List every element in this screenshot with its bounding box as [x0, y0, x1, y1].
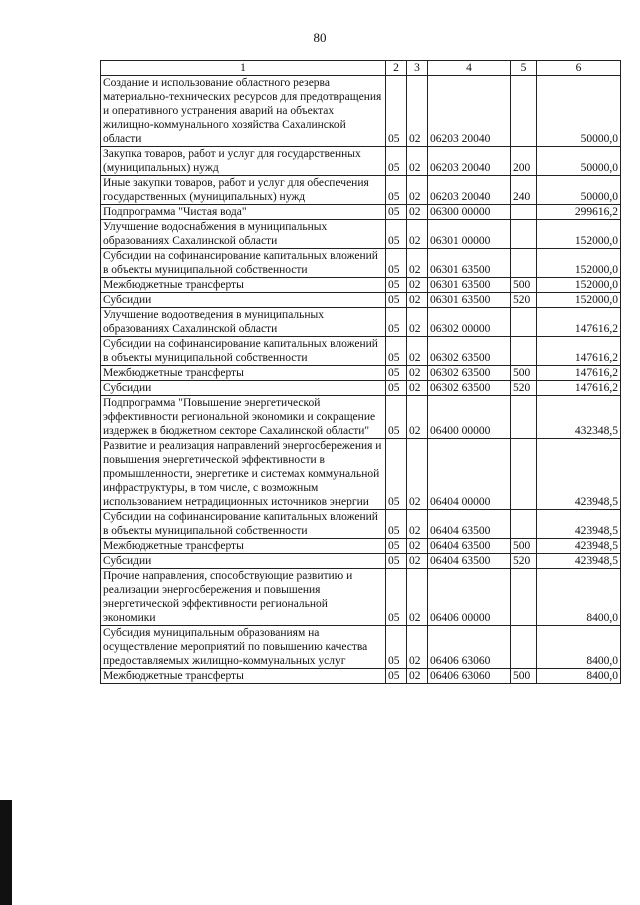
- row-subsection: 02: [407, 176, 428, 205]
- row-expense-type: [511, 76, 537, 147]
- row-section: 05: [386, 147, 407, 176]
- row-subsection: 02: [407, 396, 428, 439]
- row-amount: 8400,0: [537, 669, 621, 684]
- row-name: Субсидии на софинансирование капитальных вложений в объекты муниципальной собственности: [101, 510, 386, 539]
- row-expense-type: [511, 439, 537, 510]
- row-section: 05: [386, 366, 407, 381]
- row-name: Создание и использование областного резерва материально-технических ресурсов для предотвращения и оперативного устранения аварий на объектах жилищно-коммунального хозяйства Сахалинской области: [101, 76, 386, 147]
- row-subsection: 02: [407, 539, 428, 554]
- row-expense-type: [511, 510, 537, 539]
- row-subsection: 02: [407, 337, 428, 366]
- table-row: [101, 539, 621, 554]
- row-subsection: 02: [407, 554, 428, 569]
- row-name: Субсидии: [101, 554, 386, 569]
- row-section: 05: [386, 439, 407, 510]
- row-target-article: 06301 00000: [428, 220, 511, 249]
- table-row: [101, 381, 621, 396]
- table-row: [101, 569, 621, 626]
- row-amount: 423948,5: [537, 510, 621, 539]
- row-target-article: 06301 63500: [428, 293, 511, 308]
- page-number: 80: [313, 30, 327, 45]
- row-expense-type: [511, 337, 537, 366]
- row-amount: 152000,0: [537, 220, 621, 249]
- table-row: [101, 205, 621, 220]
- row-amount: 152000,0: [537, 278, 621, 293]
- row-target-article: 06302 63500: [428, 381, 511, 396]
- row-target-article: 06301 63500: [428, 278, 511, 293]
- row-subsection: 02: [407, 569, 428, 626]
- row-target-article: 06302 63500: [428, 366, 511, 381]
- row-section: 05: [386, 278, 407, 293]
- table-row: [101, 439, 621, 510]
- header-cell: 2: [386, 61, 407, 76]
- row-target-article: 06404 63500: [428, 554, 511, 569]
- row-amount: 152000,0: [537, 249, 621, 278]
- table-row: [101, 293, 621, 308]
- row-name: Улучшение водоотведения в муниципальных образованиях Сахалинской области: [101, 308, 386, 337]
- row-subsection: 02: [407, 626, 428, 669]
- row-subsection: 02: [407, 147, 428, 176]
- table-row: [101, 278, 621, 293]
- row-amount: 147616,2: [537, 366, 621, 381]
- row-section: 05: [386, 554, 407, 569]
- row-target-article: 06404 63500: [428, 539, 511, 554]
- row-amount: 50000,0: [537, 176, 621, 205]
- row-section: 05: [386, 249, 407, 278]
- budget-table: [100, 60, 621, 684]
- table-row: [101, 249, 621, 278]
- row-expense-type: 500: [511, 669, 537, 684]
- row-target-article: 06203 20040: [428, 76, 511, 147]
- row-target-article: 06406 63060: [428, 626, 511, 669]
- row-target-article: 06203 20040: [428, 176, 511, 205]
- table-row: [101, 337, 621, 366]
- row-name: Межбюджетные трансферты: [101, 278, 386, 293]
- row-name: Иные закупки товаров, работ и услуг для обеспечения государственных (муниципальных) нужд: [101, 176, 386, 205]
- row-section: 05: [386, 396, 407, 439]
- row-target-article: 06302 63500: [428, 337, 511, 366]
- row-section: 05: [386, 510, 407, 539]
- row-expense-type: 240: [511, 176, 537, 205]
- row-section: 05: [386, 308, 407, 337]
- row-section: 05: [386, 337, 407, 366]
- row-amount: 423948,5: [537, 539, 621, 554]
- row-expense-type: 520: [511, 381, 537, 396]
- row-section: 05: [386, 205, 407, 220]
- row-target-article: 06404 00000: [428, 439, 511, 510]
- header-cell: 6: [537, 61, 621, 76]
- row-amount: 432348,5: [537, 396, 621, 439]
- row-subsection: 02: [407, 669, 428, 684]
- row-name: Закупка товаров, работ и услуг для государственных (муниципальных) нужд: [101, 147, 386, 176]
- row-subsection: 02: [407, 439, 428, 510]
- row-target-article: 06400 00000: [428, 396, 511, 439]
- row-expense-type: [511, 569, 537, 626]
- table-row: [101, 396, 621, 439]
- header-cell: 3: [407, 61, 428, 76]
- table-row: [101, 669, 621, 684]
- budget-table-container: [100, 60, 620, 684]
- row-target-article: 06406 00000: [428, 569, 511, 626]
- row-name: Подпрограмма "Повышение энергетической эффективности региональной экономики и сокращение издержек в бюджетном секторе Сахалинской области": [101, 396, 386, 439]
- row-subsection: 02: [407, 278, 428, 293]
- row-target-article: 06302 00000: [428, 308, 511, 337]
- row-name: Субсидии на софинансирование капитальных вложений в объекты муниципальной собственности: [101, 337, 386, 366]
- row-name: Субсидии: [101, 381, 386, 396]
- row-amount: 147616,2: [537, 308, 621, 337]
- table-row: [101, 554, 621, 569]
- row-amount: 8400,0: [537, 626, 621, 669]
- row-subsection: 02: [407, 76, 428, 147]
- row-subsection: 02: [407, 220, 428, 249]
- row-expense-type: 520: [511, 293, 537, 308]
- row-expense-type: 500: [511, 278, 537, 293]
- row-amount: 299616,2: [537, 205, 621, 220]
- row-name: Межбюджетные трансферты: [101, 539, 386, 554]
- row-expense-type: [511, 205, 537, 220]
- header-cell: 4: [428, 61, 511, 76]
- row-section: 05: [386, 381, 407, 396]
- row-subsection: 02: [407, 308, 428, 337]
- row-subsection: 02: [407, 366, 428, 381]
- row-expense-type: 500: [511, 366, 537, 381]
- scan-edge-bar: [0, 800, 12, 905]
- row-target-article: 06404 63500: [428, 510, 511, 539]
- row-amount: 423948,5: [537, 439, 621, 510]
- row-expense-type: [511, 249, 537, 278]
- row-name: Прочие направления, способствующие развитию и реализации энергосбережения и повышения энергетической эффективности региональной экономики: [101, 569, 386, 626]
- row-subsection: 02: [407, 381, 428, 396]
- row-section: 05: [386, 76, 407, 147]
- row-expense-type: 200: [511, 147, 537, 176]
- row-subsection: 02: [407, 249, 428, 278]
- row-target-article: 06203 20040: [428, 147, 511, 176]
- row-section: 05: [386, 669, 407, 684]
- row-amount: 147616,2: [537, 337, 621, 366]
- row-expense-type: 520: [511, 554, 537, 569]
- row-target-article: 06300 00000: [428, 205, 511, 220]
- row-subsection: 02: [407, 293, 428, 308]
- table-row: [101, 220, 621, 249]
- row-section: 05: [386, 293, 407, 308]
- row-expense-type: 500: [511, 539, 537, 554]
- row-name: Межбюджетные трансферты: [101, 366, 386, 381]
- row-name: Субсидия муниципальным образованиям на осуществление мероприятий по повышению качества предоставляемых жилищно-коммунальных услуг: [101, 626, 386, 669]
- row-amount: 50000,0: [537, 76, 621, 147]
- row-name: Развитие и реализация направлений энергосбережения и повышения энергетической эффективности в промышленности, энергетике и системах коммунальной инфраструктуры, в том числе, с возможным использованием нетрадиционных источников энергии: [101, 439, 386, 510]
- table-row: [101, 76, 621, 147]
- row-expense-type: [511, 396, 537, 439]
- row-section: 05: [386, 626, 407, 669]
- table-row: [101, 510, 621, 539]
- row-subsection: 02: [407, 510, 428, 539]
- row-name: Субсидии на софинансирование капитальных вложений в объекты муниципальной собственности: [101, 249, 386, 278]
- row-amount: 50000,0: [537, 147, 621, 176]
- row-subsection: 02: [407, 205, 428, 220]
- table-row: [101, 176, 621, 205]
- table-row: [101, 147, 621, 176]
- table-row: [101, 366, 621, 381]
- row-expense-type: [511, 220, 537, 249]
- table-row: [101, 626, 621, 669]
- row-amount: 423948,5: [537, 554, 621, 569]
- row-name: Субсидии: [101, 293, 386, 308]
- header-row: [101, 61, 621, 76]
- row-expense-type: [511, 308, 537, 337]
- row-name: Подпрограмма "Чистая вода": [101, 205, 386, 220]
- row-name: Межбюджетные трансферты: [101, 669, 386, 684]
- row-section: 05: [386, 220, 407, 249]
- row-amount: 8400,0: [537, 569, 621, 626]
- row-section: 05: [386, 539, 407, 554]
- table-row: [101, 308, 621, 337]
- header-cell: 1: [101, 61, 386, 76]
- row-name: Улучшение водоснабжения в муниципальных образованиях Сахалинской области: [101, 220, 386, 249]
- row-target-article: 06301 63500: [428, 249, 511, 278]
- row-section: 05: [386, 569, 407, 626]
- row-expense-type: [511, 626, 537, 669]
- row-target-article: 06406 63060: [428, 669, 511, 684]
- row-amount: 152000,0: [537, 293, 621, 308]
- header-cell: 5: [511, 61, 537, 76]
- row-amount: 147616,2: [537, 381, 621, 396]
- row-section: 05: [386, 176, 407, 205]
